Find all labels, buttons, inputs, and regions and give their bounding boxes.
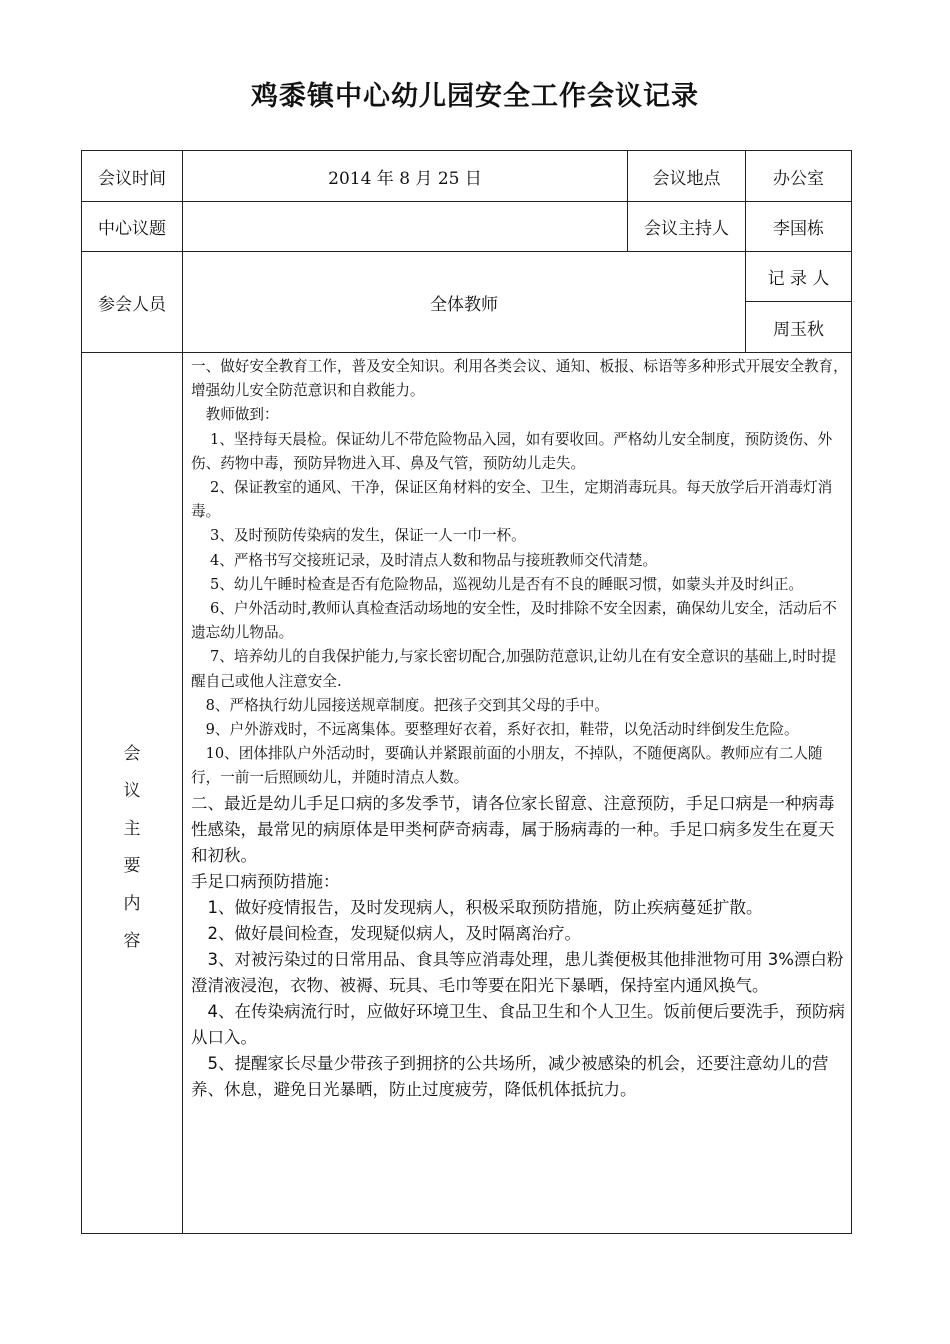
section-safety-education [191, 355, 849, 791]
recorder-label: 记 录 人 [746, 252, 852, 302]
teacher-heading: 教师做到： [205, 406, 279, 424]
meeting-time-value: 2014 年 8 月 25 日 [183, 151, 628, 202]
recorder-value: 周玉秋 [746, 302, 852, 353]
attendees-value: 全体教师 [183, 252, 746, 353]
section-hfmd-prevention [191, 791, 849, 1103]
list-item: 3、对被污染过的日常用品、食具等应消毒处理，患儿粪便极其他排泄物可用 3%漂白粉澄清液浸泡，衣物、被褥、玩具、毛巾等要在阳光下暴晒，保持室内通风换气。 [191, 949, 844, 995]
measures-heading: 手足口病预防措施： [191, 871, 340, 891]
list-item: 5、提醒家长尽量少带孩子到拥挤的公共场所，减少被感染的机会，还要注意幼儿的营养、休息，避免日光暴晒，防止过度疲劳，降低机体抵抗力。 [191, 1053, 829, 1099]
list-item: 2、做好晨间检查，发现疑似病人，及时隔离治疗。 [207, 923, 581, 943]
meeting-place-value: 办公室 [746, 151, 852, 202]
section1-intro: 一、做好安全教育工作，普及安全知识。利用各类会议、通知、板报、标语等多种形式开展安全教育，增强幼儿安全防范意识和自救能力。 [191, 358, 848, 400]
attendees-label: 参会人员 [82, 252, 183, 353]
document-title: 鸡黍镇中心幼儿园安全工作会议记录 [251, 81, 699, 112]
list-item: 2、保证教室的通风、干净，保证区角材料的安全、卫生，定期消毒玩具。每天放学后开消毒灯消毒。 [191, 479, 833, 521]
content-label: 会 议 主 要 内 容 [123, 743, 141, 951]
list-item: 7、培养幼儿的自我保护能力,与家长密切配合,加强防范意识,让幼儿在有安全意识的基础上,时时提醒自己或他人注意安全. [191, 648, 837, 690]
meeting-record-table [81, 150, 852, 1234]
list-item: 10、团体排队户外活动时，要确认并紧跟前面的小朋友，不掉队，不随便离队。教师应有二人随行，一前一后照顾幼儿，并随时清点人数。 [191, 745, 823, 787]
list-item: 4、在传染病流行时，应做好环境卫生、食品卫生和个人卫生。饭前便后要洗手，预防病从口入。 [191, 1001, 845, 1047]
list-item: 8、严格执行幼儿园接送规章制度。把孩子交到其父母的手中。 [205, 696, 609, 714]
list-item: 1、做好疫情报告，及时发现病人，积极采取预防措施，防止疾病蔓延扩散。 [207, 897, 763, 917]
meeting-time-label: 会议时间 [82, 151, 183, 202]
topic-label: 中心议题 [82, 202, 183, 252]
topic-value [183, 202, 628, 252]
host-label: 会议主持人 [628, 202, 746, 252]
list-item: 1、坚持每天晨检。保证幼儿不带危险物品入园，如有要收回。严格幼儿安全制度，预防烫伤、外伤、药物中毒，预防异物进入耳、鼻及气管，预防幼儿走失。 [191, 430, 833, 472]
content-label-cell [82, 353, 183, 1234]
list-item: 4、严格书写交接班记录，及时清点人数和物品与接班教师交代清楚。 [209, 551, 658, 569]
host-value: 李国栋 [746, 202, 852, 252]
list-item: 5、幼儿午睡时检查是否有危险物品，巡视幼儿是否有不良的睡眠习惯，如蒙头并及时纠正。 [209, 575, 804, 593]
meeting-content-cell [183, 353, 852, 1234]
list-item: 9、户外游戏时，不远离集体。要整理好衣着，系好衣扣，鞋带，以免活动时绊倒发生危险。 [205, 721, 799, 739]
list-item: 6、户外活动时,教师认真检查活动场地的安全性，及时排除不安全因素，确保幼儿安全，活动后不遗忘幼儿物品。 [191, 600, 837, 642]
meeting-place-label: 会议地点 [628, 151, 746, 202]
list-item: 3、及时预防传染病的发生，保证一人一巾一杯。 [209, 527, 526, 545]
section2-intro: 二、最近是幼儿手足口病的多发季节，请各位家长留意、注意预防，手足口病是一种病毒性感染，最常见的病原体是甲类柯萨奇病毒，属于肠病毒的一种。手足口病多发生在夏天和初秋。 [191, 793, 835, 865]
